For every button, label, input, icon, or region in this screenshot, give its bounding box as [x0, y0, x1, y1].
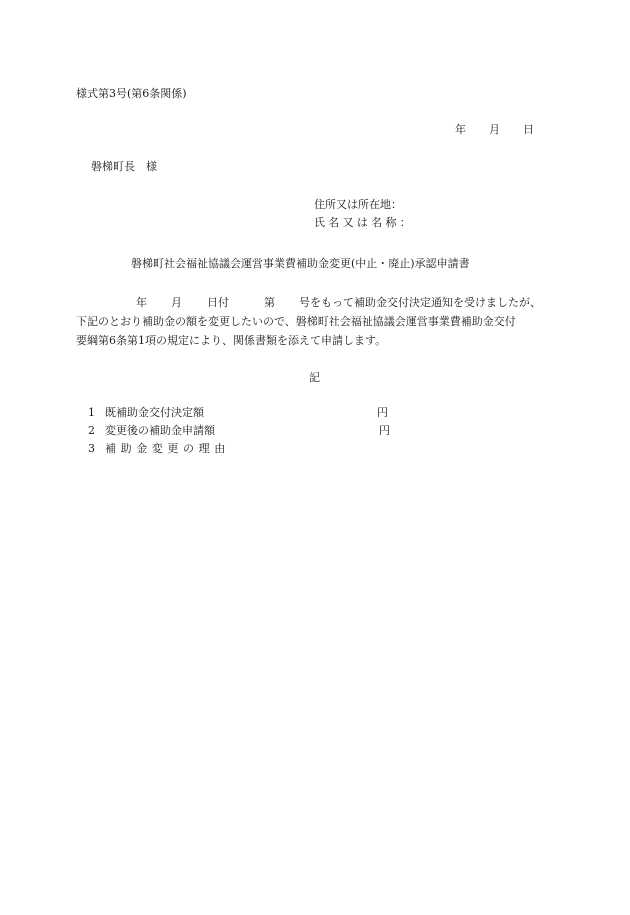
item-number: 2 [88, 424, 95, 437]
name-label: 氏名又は名称： [314, 216, 415, 229]
addressee-name: 磐梯町長 [91, 160, 135, 173]
date-month: 月 [489, 123, 500, 136]
form-number: 様式第3号(第6条関係) [76, 87, 187, 100]
item-list [88, 407, 408, 461]
ki-heading: 記 [309, 371, 320, 384]
address-label: 住所又は所在地： [314, 198, 402, 211]
addressee [91, 161, 157, 172]
body-line-1 [76, 293, 541, 312]
item-label: 変更後の補助金申請額 [105, 424, 215, 437]
body-number-prefix: 第 [264, 296, 275, 309]
item-unit: 円 [377, 406, 388, 419]
item-number: 1 [88, 406, 95, 419]
date-day: 日 [523, 123, 534, 136]
addressee-honorific: 様 [146, 160, 157, 173]
list-item [88, 425, 408, 443]
body-line-1-rest: 号をもって補助金交付決定通知を受けましたが、 [299, 296, 541, 309]
body-text [76, 293, 541, 350]
body-day: 日付 [207, 296, 229, 309]
item-unit: 円 [379, 424, 390, 437]
item-label: 既補助金交付決定額 [105, 406, 204, 419]
body-year: 年 [136, 296, 147, 309]
list-item [88, 443, 408, 461]
item-number: 3 [88, 442, 95, 455]
body-line-2: 下記のとおり補助金の額を変更したいので、磐梯町社会福祉協議会運営事業費補助金交付 [76, 315, 516, 328]
item-label: 補助金変更の理由 [105, 442, 230, 455]
list-item [88, 407, 408, 425]
date-year: 年 [455, 123, 466, 136]
date-line [455, 124, 534, 135]
body-month: 月 [171, 296, 182, 309]
document-title: 磐梯町社会福祉協議会運営事業費補助金変更(中止・廃止)承認申請書 [131, 257, 470, 270]
applicant-block [314, 199, 414, 235]
body-line-3: 要綱第6条第1項の規定により、関係書類を添えて申請します。 [76, 334, 387, 347]
